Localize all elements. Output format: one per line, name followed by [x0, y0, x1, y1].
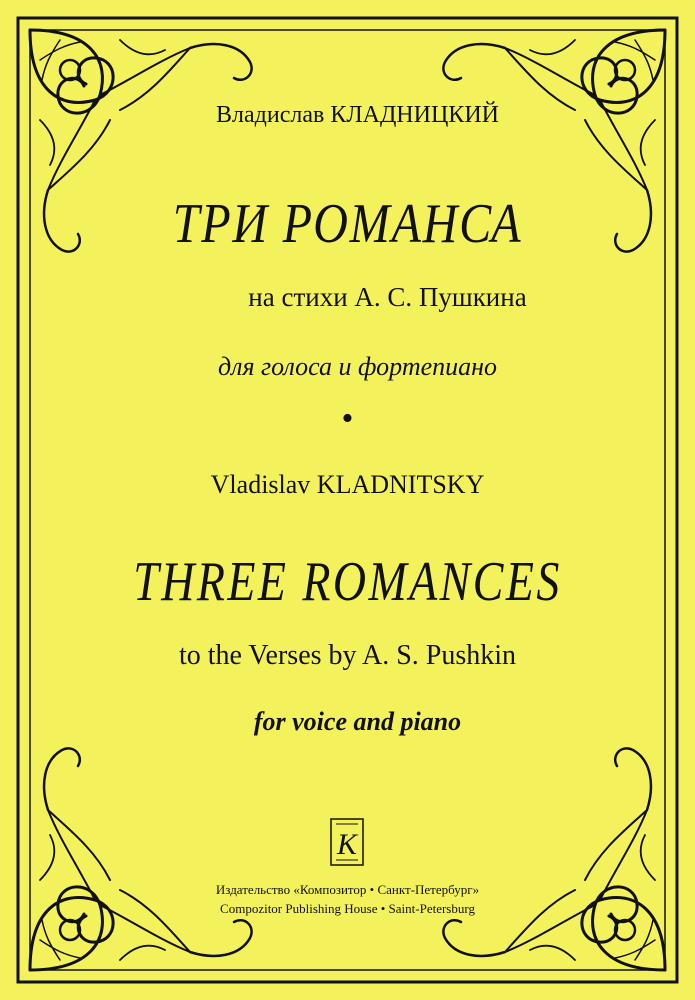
subtitle-verses-en: to the Verses by A. S. Pushkin	[178, 640, 517, 671]
publisher-ru: Издательство «Композитор • Санкт-Петербург»	[215, 882, 480, 897]
title-ru: ТРИ РОМАНСА	[172, 193, 523, 255]
publisher-block	[0, 880, 695, 918]
publisher-logo-icon	[330, 818, 364, 866]
author-ru: Владислав КЛАДНИЦКИЙ	[216, 102, 499, 128]
separator-bullet: •	[341, 400, 354, 437]
logo-letter: К	[337, 828, 357, 861]
publisher-en: Compozitor Publishing House • Saint-Petersburg	[220, 901, 475, 916]
subtitle-verses-ru: на стихи А. С. Пушкина	[248, 282, 527, 312]
instrumentation-en: for voice and piano	[253, 707, 462, 736]
author-en: Vladislav KLADNITSKY	[210, 470, 485, 499]
title-en: THREE ROMANCES	[133, 551, 562, 613]
instrumentation-ru: для голоса и фортепиано	[217, 352, 498, 381]
